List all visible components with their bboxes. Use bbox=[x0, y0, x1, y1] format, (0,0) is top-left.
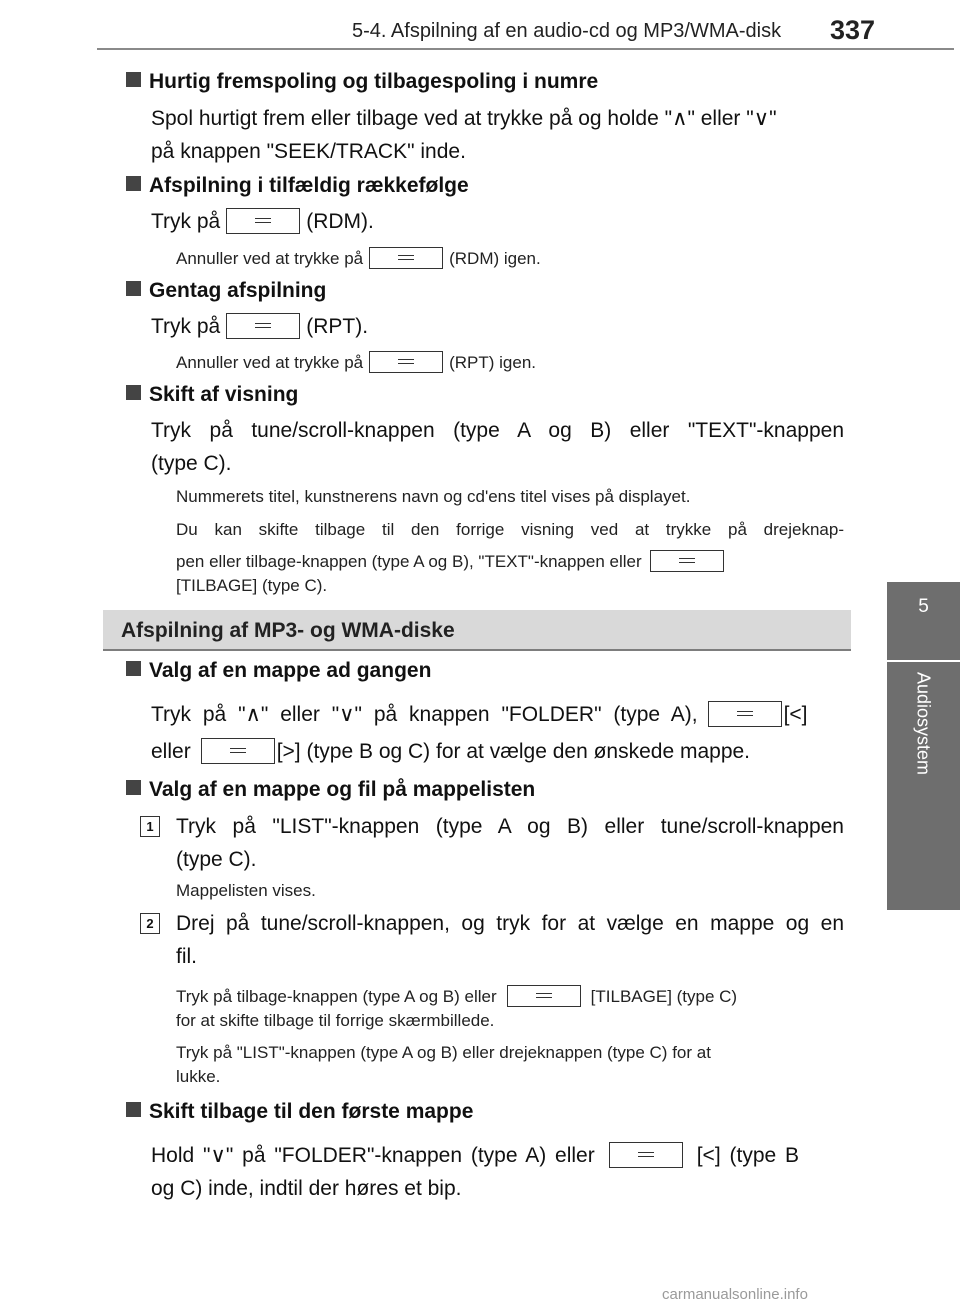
bullet-square-icon bbox=[126, 661, 141, 676]
folder-prev-button-icon bbox=[708, 701, 782, 727]
fast-forward-text bbox=[151, 102, 851, 168]
text: Tryk på bbox=[151, 315, 221, 338]
chapter-number: 5 bbox=[918, 596, 929, 617]
note: Du kan skifte tilbage til den forrige visning ved at trykke på drejeknap- bbox=[176, 520, 844, 539]
heading-folder bbox=[126, 659, 431, 683]
note: Nummerets titel, kunstnerens navn og cd'ens titel vises på displayet. bbox=[176, 487, 691, 506]
repeat-text bbox=[151, 310, 368, 343]
section-title: 5-4. Afspilning af en audio-cd og MP3/WMA-disk bbox=[352, 20, 782, 42]
back-button-icon bbox=[507, 985, 581, 1007]
note: pen eller tilbage-knappen (type A og B), "TEXT"-knappen eller bbox=[176, 552, 642, 571]
rdm-button-icon bbox=[369, 247, 443, 269]
first-folder-text bbox=[151, 1139, 844, 1205]
header-divider bbox=[97, 48, 954, 50]
step-number-2: 2 bbox=[140, 913, 160, 934]
repeat-note bbox=[176, 351, 536, 375]
text: (type C). bbox=[151, 452, 232, 475]
text: Spol hurtigt frem eller tilbage ved at trykke på og holde " bbox=[151, 107, 673, 130]
text: på knappen "SEEK/TRACK" inde. bbox=[151, 140, 466, 163]
chapter-tab bbox=[887, 582, 960, 660]
text: Annuller ved at trykke på bbox=[176, 353, 364, 372]
note: [TILBAGE] (type C) bbox=[590, 987, 738, 1006]
heading-text: Valg af en mappe og fil på mappelisten bbox=[149, 778, 536, 801]
note: Tryk på tilbage-knappen (type A og B) eller bbox=[176, 987, 497, 1006]
text: Tryk på bbox=[151, 210, 221, 233]
text: Tryk på "LIST"-knappen (type A og B) eller tune/scroll-knappen bbox=[176, 815, 844, 838]
section-header-title: Afspilning af MP3- og WMA-diske bbox=[121, 619, 455, 642]
text: (RDM) igen. bbox=[449, 249, 541, 268]
bullet-square-icon bbox=[126, 281, 141, 296]
text: Tryk på " bbox=[151, 703, 246, 726]
chapter-label: Audiosystem bbox=[913, 672, 934, 776]
note: lukke. bbox=[176, 1067, 221, 1086]
down-arrow-icon: ∨ bbox=[753, 107, 770, 130]
text: " bbox=[769, 107, 777, 130]
note: [TILBAGE] (type C). bbox=[176, 576, 328, 595]
heading-text: Hurtig fremspoling og tilbagespoling i numre bbox=[149, 70, 599, 93]
rpt-button-icon bbox=[226, 313, 300, 339]
text: (RPT) igen. bbox=[449, 353, 537, 372]
section-header bbox=[103, 610, 851, 651]
rdm-button-icon bbox=[226, 208, 300, 234]
heading-first-folder bbox=[126, 1100, 473, 1124]
text: Hold " bbox=[151, 1144, 211, 1167]
text: " på "FOLDER"-knappen (type A) eller bbox=[225, 1144, 595, 1167]
heading-fast-forward bbox=[126, 70, 598, 94]
bullet-square-icon bbox=[126, 385, 141, 400]
bullet-square-icon bbox=[126, 780, 141, 795]
text: (type C). bbox=[176, 848, 257, 871]
text: (RPT). bbox=[306, 315, 369, 338]
text: Annuller ved at trykke på bbox=[176, 249, 364, 268]
random-note bbox=[176, 247, 541, 271]
text: (RDM). bbox=[306, 210, 374, 233]
text: " på knappen "FOLDER" (type A), bbox=[354, 703, 698, 726]
heading-random bbox=[126, 174, 469, 198]
step-2-notes bbox=[176, 985, 844, 1089]
heading-repeat bbox=[126, 279, 326, 303]
bullet-square-icon bbox=[126, 176, 141, 191]
rpt-button-icon bbox=[369, 351, 443, 373]
page-number: 337 bbox=[830, 15, 876, 45]
display-notes bbox=[176, 485, 844, 598]
heading-folder-file bbox=[126, 778, 535, 802]
heading-text: Gentag afspilning bbox=[149, 279, 327, 302]
note: for at skifte tilbage til forrige skærmbillede. bbox=[176, 1011, 495, 1030]
display-text bbox=[151, 414, 844, 480]
random-text bbox=[151, 205, 374, 238]
text: " eller " bbox=[260, 703, 340, 726]
watermark: carmanualsonline.info bbox=[662, 1286, 808, 1303]
text: fil. bbox=[176, 945, 197, 968]
folder-next-button-icon bbox=[201, 738, 275, 764]
heading-text: Skift af visning bbox=[149, 383, 299, 406]
down-arrow-icon: ∨ bbox=[210, 1144, 226, 1167]
text: Drej på tune/scroll-knappen, og tryk for at vælge en mappe og en bbox=[176, 912, 844, 935]
text: [<] (type B bbox=[696, 1144, 800, 1167]
step-1-note: Mappelisten vises. bbox=[176, 881, 316, 900]
text: eller bbox=[151, 740, 191, 763]
back-button-icon bbox=[650, 550, 724, 572]
down-arrow-icon: ∨ bbox=[339, 703, 355, 726]
step-1-text bbox=[176, 810, 844, 876]
heading-display bbox=[126, 383, 298, 407]
note: Tryk på "LIST"-knappen (type A og B) eller drejeknappen (type C) for at bbox=[176, 1043, 711, 1062]
text: [<] bbox=[783, 703, 808, 726]
step-2-text bbox=[176, 907, 844, 973]
up-arrow-icon: ∧ bbox=[672, 107, 688, 130]
bullet-square-icon bbox=[126, 72, 141, 87]
text: og C) inde, indtil der høres et bip. bbox=[151, 1177, 462, 1200]
up-arrow-icon: ∧ bbox=[245, 703, 261, 726]
text: [>] (type B og C) for at vælge den ønskede mappe. bbox=[276, 740, 751, 763]
bullet-square-icon bbox=[126, 1102, 141, 1117]
folder-text bbox=[151, 698, 844, 768]
heading-text: Valg af en mappe ad gangen bbox=[149, 659, 432, 682]
text: Tryk på tune/scroll-knappen (type A og B) eller "TEXT"-knappen bbox=[151, 419, 844, 442]
heading-text: Skift tilbage til den første mappe bbox=[149, 1100, 474, 1123]
folder-prev-button-icon bbox=[609, 1142, 683, 1168]
text: " eller " bbox=[687, 107, 754, 130]
chapter-label-tab bbox=[887, 662, 960, 910]
step-number-1: 1 bbox=[140, 816, 160, 837]
heading-text: Afspilning i tilfældig rækkefølge bbox=[149, 174, 469, 197]
